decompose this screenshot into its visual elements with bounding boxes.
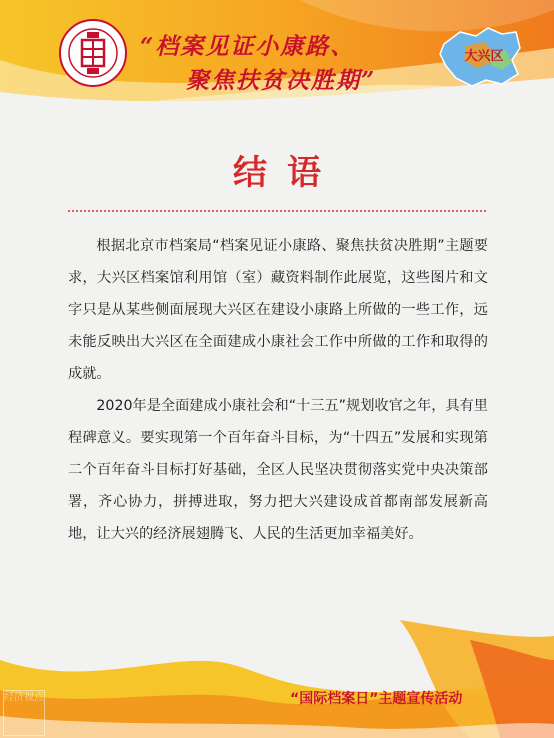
banner-title (140, 30, 440, 98)
footer-banner-background (0, 620, 554, 738)
map-label: 大兴区 (464, 49, 504, 64)
dotted-divider (68, 210, 486, 212)
body-text (68, 230, 488, 550)
watermark-logo: 经济视点 (3, 690, 45, 736)
paragraph-1: 根据北京市档案局“档案见证小康路、聚焦扶贫决胜期”主题要求，大兴区档案馆利用馆（室）藏资料制作此展览，这些图片和文字只是从某些侧面展现大兴区在建设小康路上所做的一些工作，远未能反映出大兴区在全面建成小康社会工作中所做的工作和取得的成就。 (68, 238, 488, 382)
banner-title-line1: “档案见证小康路、 (140, 33, 356, 60)
paragraph-2: 2020年是全面建成小康社会和“十三五”规划收官之年，具有里程碑意义。要实现第一个百年奋斗目标，为“十四五”发展和实现第二个百年奋斗目标打好基础，全区人民坚决贯彻落实党中央决策部署，齐心协力，拼搏进取，努力把大兴建设成首都南部发展新高地，让大兴的经济展翅腾飞、人民的生活更加幸福美好。 (68, 398, 488, 542)
daxing-district-map (436, 24, 524, 90)
banner-title-line2: 聚焦扶贫决胜期” (186, 67, 377, 94)
page-heading: 结语 (233, 153, 341, 193)
china-archives-logo (58, 18, 128, 88)
event-footer-text: “国际档案日”主题宣传活动 (290, 691, 463, 707)
